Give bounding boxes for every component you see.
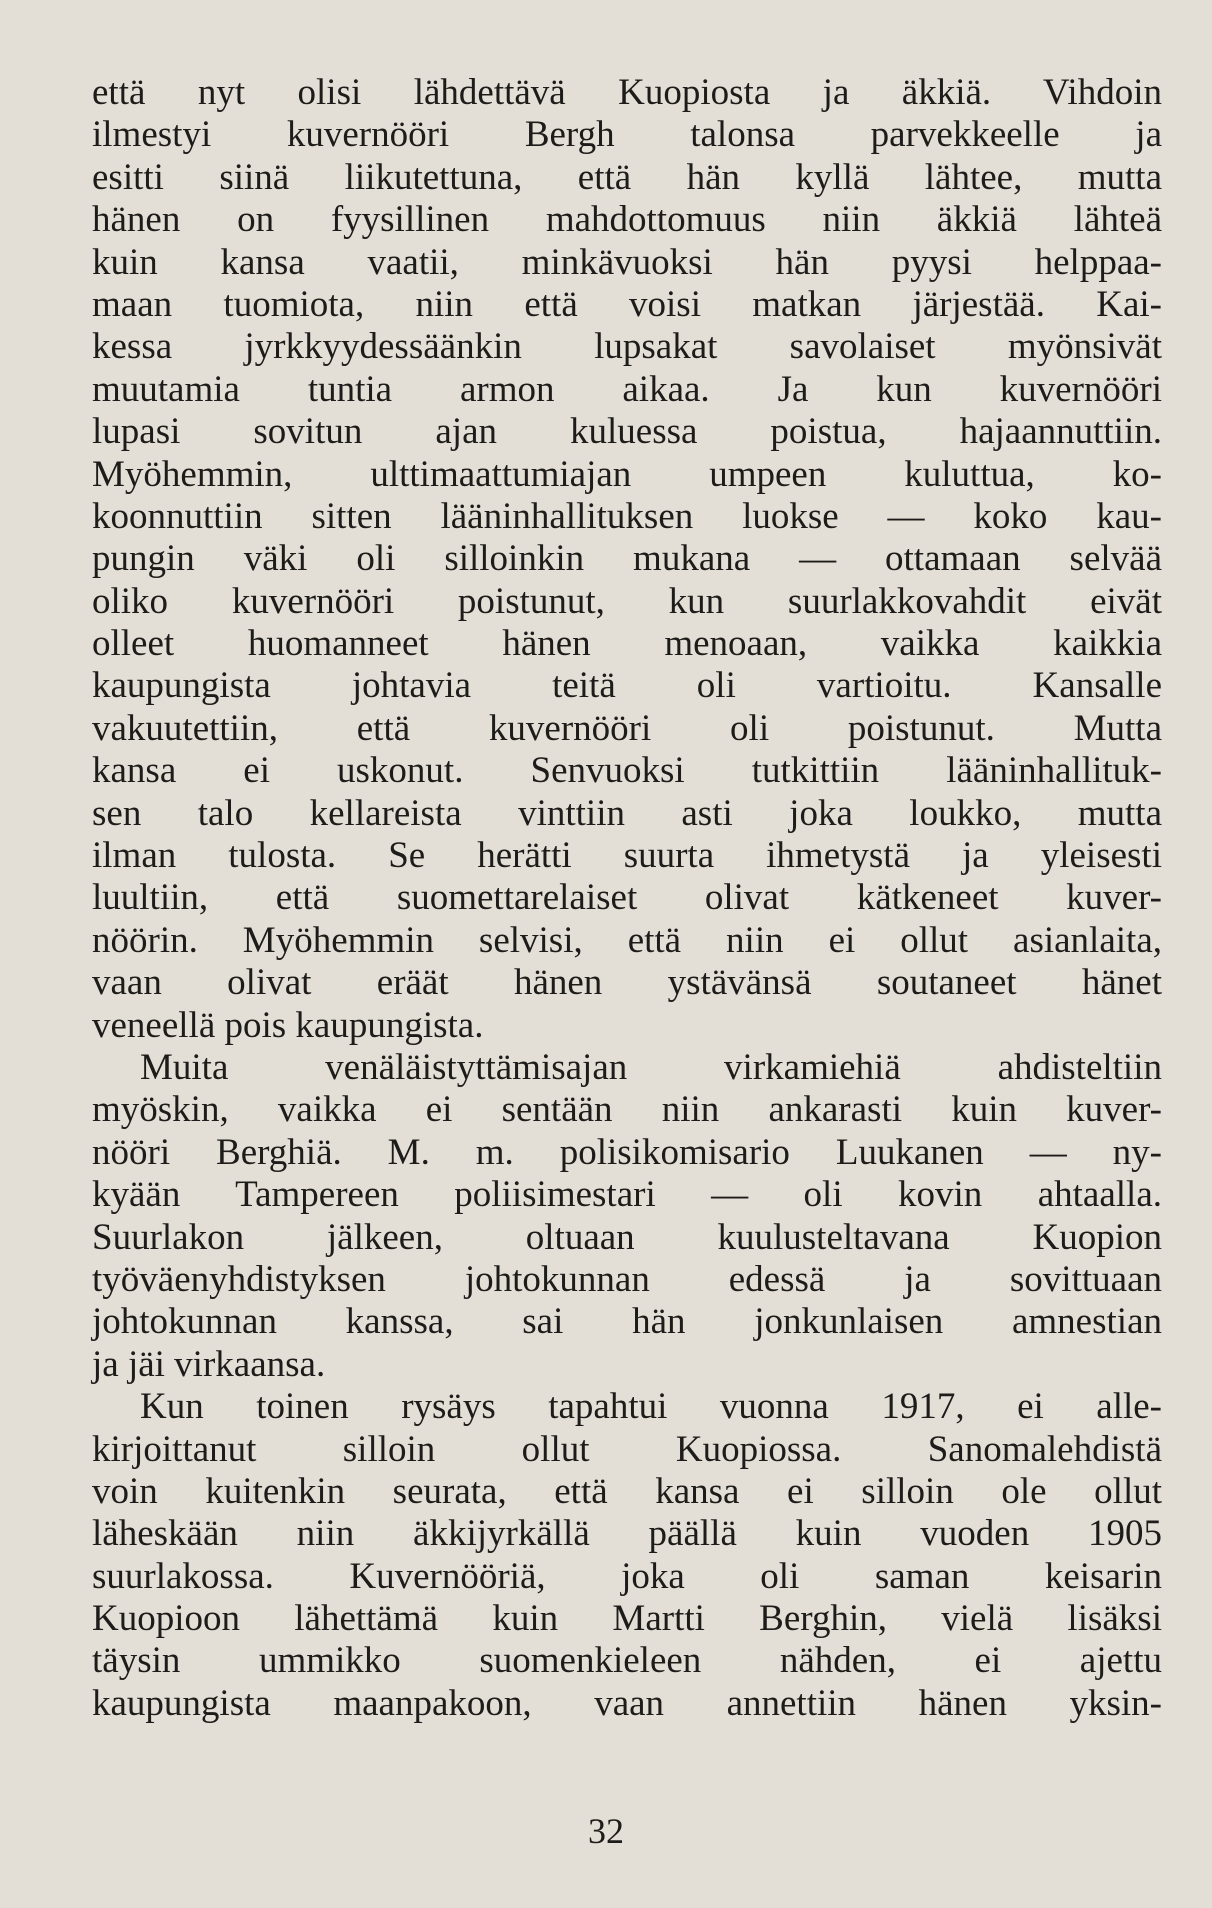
text-line: ilman tulosta. Se herätti suurta ihmetystä ja yleisesti xyxy=(92,835,1162,877)
text-line: esitti siinä liikutettuna, että hän kyllä lähtee, mutta xyxy=(92,156,1162,198)
text-line: lupasi sovitun ajan kuluessa poistua, hajaannuttiin. xyxy=(92,411,1162,453)
text-line: Kuopioon lähettämä kuin Martti Berghin, vielä lisäksi xyxy=(92,1598,1162,1640)
text-line: hänen on fyysillinen mahdottomuus niin äkkiä lähteä xyxy=(92,199,1162,241)
text-line: Muita venäläistyttämisajan virkamiehiä ahdisteltiin xyxy=(140,1046,1162,1088)
text-line: nööri Berghiä. M. m. polisikomisario Luukanen — ny- xyxy=(92,1131,1162,1173)
text-line: nöörin. Myöhemmin selvisi, että niin ei ollut asianlaita, xyxy=(92,919,1162,961)
page-number: 32 xyxy=(588,1811,624,1851)
text-line: läheskään niin äkkijyrkällä päällä kuin vuoden 1905 xyxy=(92,1513,1162,1555)
text-line: työväenyhdistyksen johtokunnan edessä ja sovittuaan xyxy=(92,1258,1162,1300)
text-line: kuin kansa vaatii, minkävuoksi hän pyysi helppaa- xyxy=(92,241,1162,283)
text-line: sen talo kellareista vinttiin asti joka loukko, mutta xyxy=(92,792,1162,834)
text-line: vakuutettiin, että kuvernööri oli poistunut. Mutta xyxy=(92,707,1162,749)
text-line: muutamia tuntia armon aikaa. Ja kun kuvernööri xyxy=(92,368,1162,410)
text-line: luultiin, että suomettarelaiset olivat kätkeneet kuver- xyxy=(92,877,1162,919)
text-line: voin kuitenkin seurata, että kansa ei silloin ole ollut xyxy=(92,1470,1162,1512)
text-line: maan tuomiota, niin että voisi matkan järjestää. Kai- xyxy=(92,283,1162,325)
text-line: ja jäi virkaansa. xyxy=(92,1343,326,1385)
text-line: kaupungista maanpakoon, vaan annettiin hänen yksin- xyxy=(92,1682,1162,1724)
body-text xyxy=(92,72,1162,1725)
text-line: täysin ummikko suomenkieleen nähden, ei ajettu xyxy=(92,1640,1162,1682)
text-line: koonnuttiin sitten lääninhallituksen luokse — koko kau- xyxy=(92,495,1162,537)
text-line: kessa jyrkkyydessäänkin lupsakat savolaiset myönsivät xyxy=(92,326,1162,368)
text-line: kansa ei uskonut. Senvuoksi tutkittiin lääninhallituk- xyxy=(92,750,1162,792)
text-line: kirjoittanut silloin ollut Kuopiossa. Sanomalehdistä xyxy=(92,1428,1162,1470)
text-line: olleet huomanneet hänen menoaan, vaikka kaikkia xyxy=(92,623,1162,665)
text-line: oliko kuvernööri poistunut, kun suurlakkovahdit eivät xyxy=(92,580,1162,622)
text-line: kyään Tampereen poliisimestari — oli kovin ahtaalla. xyxy=(92,1174,1162,1216)
text-line: myöskin, vaikka ei sentään niin ankarasti kuin kuver- xyxy=(92,1089,1162,1131)
text-line: kaupungista johtavia teitä oli vartioitu. Kansalle xyxy=(92,665,1162,707)
text-line: johtokunnan kanssa, sai hän jonkunlaisen amnestian xyxy=(92,1301,1162,1343)
text-line: Suurlakon jälkeen, oltuaan kuulusteltavana Kuopion xyxy=(92,1216,1162,1258)
text-line: ilmestyi kuvernööri Bergh talonsa parvekkeelle ja xyxy=(92,114,1162,156)
text-line: Kun toinen rysäys tapahtui vuonna 1917, ei alle- xyxy=(140,1386,1162,1428)
text-line: suurlakossa. Kuvernööriä, joka oli saman keisarin xyxy=(92,1555,1162,1597)
text-line: veneellä pois kaupungista. xyxy=(92,1004,484,1046)
text-line: että nyt olisi lähdettävä Kuopiosta ja äkkiä. Vihdoin xyxy=(92,72,1162,113)
text-line: vaan olivat eräät hänen ystävänsä soutaneet hänet xyxy=(92,962,1162,1004)
text-line: Myöhemmin, ulttimaattumiajan umpeen kuluttua, ko- xyxy=(92,453,1162,495)
text-line: pungin väki oli silloinkin mukana — ottamaan selvää xyxy=(92,538,1162,580)
